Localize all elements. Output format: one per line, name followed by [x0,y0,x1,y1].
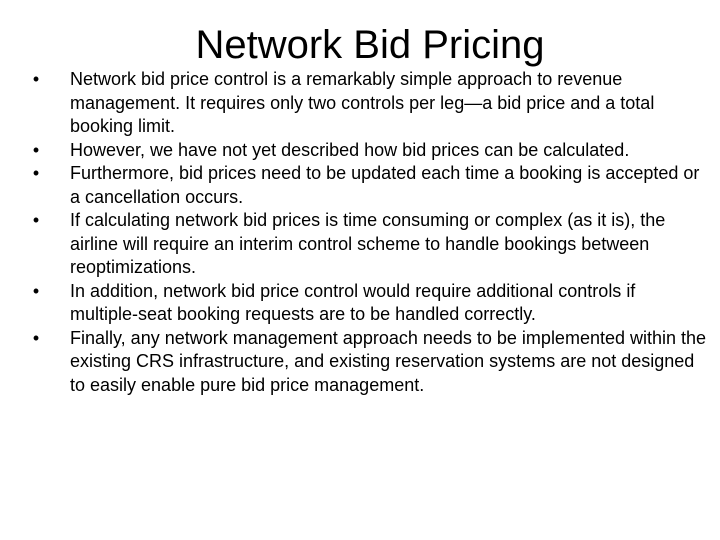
bullet-text: In addition, network bid price control would require additional controls if multiple-seat booking requests are to be handled correctly. [70,280,636,324]
bullet-marker: • [32,163,40,183]
bullet-text: Furthermore, bid prices need to be updated each time a booking is accepted or a cancellation occurs. [70,163,700,207]
bullet-item [28,68,708,139]
bullet-marker: • [32,210,40,230]
bullet-list [28,68,708,397]
bullet-item [28,327,708,398]
bullet-item [28,209,708,280]
bullet-item [28,280,708,327]
bullet-marker: • [32,69,40,89]
bullet-marker: • [32,139,40,160]
bullet-marker: • [32,327,40,348]
bullet-marker: • [32,280,40,301]
bullet-text: Network bid price control is a remarkably simple approach to revenue management. It requires only two controls per leg—a bid price and a total booking limit. [70,69,655,136]
bullet-text: If calculating network bid prices is time consuming or complex (as it is), the airline will require an interim control scheme to handle bookings between reoptimizations. [70,210,666,277]
bullet-item [28,162,708,209]
bullet-text: Finally, any network management approach needs to be implemented within the existing CRS infrastructure, and existing reservation systems are not designed to easily enable pure bid price management. [70,327,707,395]
bullet-text: However, we have not yet described how bid prices can be calculated. [70,139,630,160]
bullet-item [28,139,708,163]
slide-title: Network Bid Pricing [195,23,545,67]
